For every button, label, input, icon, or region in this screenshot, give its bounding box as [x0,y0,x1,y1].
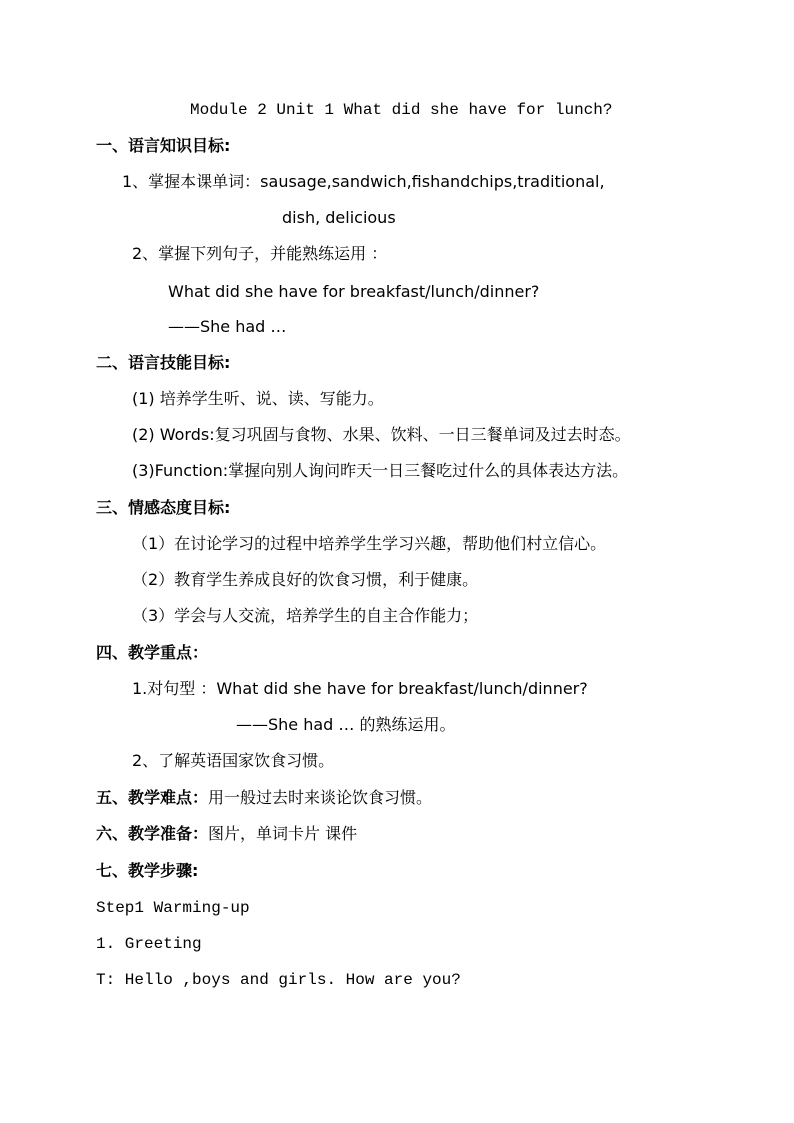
section-heading-preparation: 六、教学准备： [96,824,209,843]
step1-label: Step1 Warming-up [96,899,250,917]
section-heading-difficulty: 五、教学难点： [96,788,209,807]
knowledge-item-1-continued: dish, delicious [282,208,396,227]
skills-item-3: (3)Function:掌握向别人询问昨天一日三餐吃过什么的具体表达方法。 [132,461,629,480]
difficulty-line [96,788,432,808]
attitude-item-2: （2）教育学生养成良好的饮食习惯，利于健康。 [132,570,479,589]
preparation-line [96,824,357,844]
knowledge-sentence-2: ——She had … [168,317,287,336]
key-points-item-1-continued: ——She had … 的熟练运用。 [236,715,456,734]
section-heading-skills: 二、语言技能目标: [96,353,231,372]
difficulty-text: 用一般过去时来谈论饮食习惯。 [208,788,433,807]
skills-item-2: (2) Words:复习巩固与食物、水果、饮料、一日三餐单词及过去时态。 [132,425,631,444]
greeting-label: 1. Greeting [96,935,202,953]
teacher-line: T: Hello ,boys and girls. How are you? [96,971,461,989]
section-heading-knowledge: 一、语言知识目标: [96,136,231,155]
skills-item-1: (1) 培养学生听、说、读、写能力。 [132,389,384,408]
page-title: Module 2 Unit 1 What did she have for lunch? [190,101,613,119]
section-heading-steps: 七、教学步骤: [96,861,199,880]
section-heading-attitude: 三、情感态度目标: [96,498,231,517]
attitude-item-1: （1）在讨论学习的过程中培养学生学习兴趣，帮助他们村立信心。 [132,534,607,553]
knowledge-item-2: 2、掌握下列句子，并能熟练运用 ： [132,244,388,263]
section-heading-key-points: 四、教学重点： [96,643,209,662]
preparation-text: 图片，单词卡片 课件 [208,824,358,843]
key-points-item-2: 2、了解英语国家饮食习惯。 [132,751,335,770]
knowledge-sentence-1: What did she have for breakfast/lunch/dinner? [168,282,540,301]
attitude-item-3: （3）学会与人交流，培养学生的自主合作能力； [132,606,479,625]
knowledge-item-1: 1、掌握本课单词：sausage,sandwich,fishandchips,traditional, [122,172,605,191]
key-points-item-1: 1.对句型 ：What did she have for breakfast/lunch/dinner? [132,679,588,698]
